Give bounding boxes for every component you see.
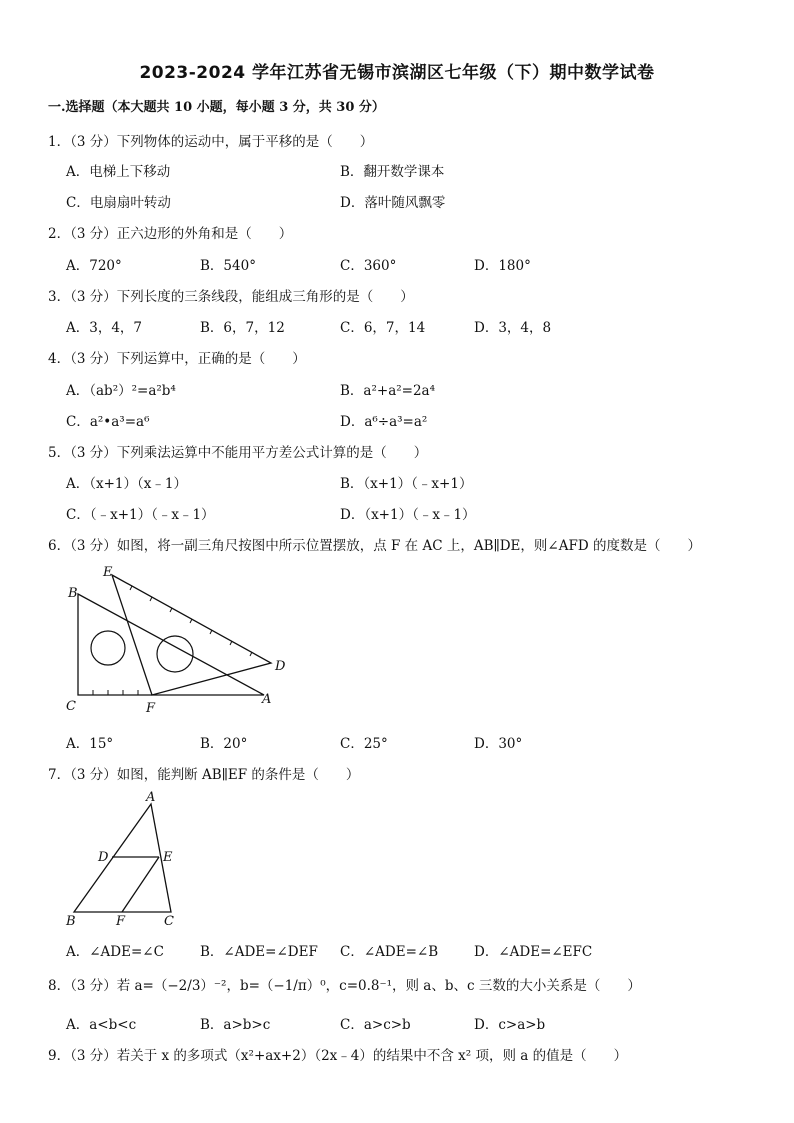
q3-option-b[interactable]: B．6，7，12 [200, 320, 285, 336]
q4-option-a[interactable]: A．（ab²）²=a²b⁴ [66, 383, 176, 399]
q7-option-d[interactable]: D．∠ADE=∠EFC [474, 944, 593, 960]
set-square-hole-left [91, 631, 125, 665]
q6-option-b[interactable]: B．20° [200, 736, 248, 752]
q5-option-a[interactable]: A．（x+1）（x﹣1） [66, 476, 187, 492]
label-e: E [103, 565, 113, 580]
q5-option-c[interactable]: C．（﹣x+1）（﹣x﹣1） [66, 507, 215, 523]
q7-option-c[interactable]: C．∠ADE=∠B [340, 944, 439, 960]
q1-option-c[interactable]: C．电扇扇叶转动 [66, 195, 171, 211]
q7-option-a[interactable]: A．∠ADE=∠C [66, 944, 164, 960]
q8-option-c[interactable]: C．a>c>b [340, 1017, 411, 1033]
question-6: 6．（3 分）如图，将一副三角尺按图中所示位置摆放，点 F 在 AC 上，AB∥DE，则∠AFD 的度数是（ ） [48, 538, 701, 554]
q2-option-b[interactable]: B．540° [200, 258, 256, 274]
page-title: 2023-2024 学年江苏省无锡市滨湖区七年级（下）期中数学试卷 [139, 63, 655, 83]
label-e: E [163, 850, 173, 865]
q4-option-d[interactable]: D．a⁶÷a³=a² [340, 414, 428, 430]
segment-ef [122, 857, 159, 912]
question-7: 7．（3 分）如图，能判断 AB∥EF 的条件是（ ） [48, 767, 360, 783]
q6-option-d[interactable]: D．30° [474, 736, 523, 752]
q2-option-d[interactable]: D．180° [474, 258, 531, 274]
q4-option-b[interactable]: B．a²+a²=2a⁴ [340, 383, 436, 399]
q2-option-a[interactable]: A．720° [66, 258, 122, 274]
question-8: 8．（3 分）若 a=（−2/3）⁻²，b=（−1/π）⁰，c=0.8⁻¹，则 a、b、c 三数的大小关系是（ ） [48, 978, 641, 994]
set-square-ticks [93, 690, 138, 695]
q5-option-b[interactable]: B．（x+1）（﹣x+1） [340, 476, 473, 492]
label-a: A [146, 790, 156, 805]
question-1: 1．（3 分）下列物体的运动中，属于平移的是（ ） [48, 134, 374, 150]
q2-option-c[interactable]: C．360° [340, 258, 397, 274]
q3-option-a[interactable]: A．3，4，7 [66, 320, 143, 336]
label-d: D [275, 659, 286, 674]
label-f: F [116, 914, 126, 929]
label-f: F [146, 701, 156, 716]
q4-option-c[interactable]: C．a²•a³=a⁶ [66, 414, 150, 430]
question-4: 4．（3 分）下列运算中，正确的是（ ） [48, 351, 306, 367]
label-b: B [66, 914, 76, 929]
q6-option-c[interactable]: C．25° [340, 736, 388, 752]
question-3: 3．（3 分）下列长度的三条线段，能组成三角形的是（ ） [48, 289, 414, 305]
q3-option-c[interactable]: C．6，7，14 [340, 320, 426, 336]
label-b: B [68, 586, 78, 601]
label-d: D [98, 850, 109, 865]
q8-option-a[interactable]: A．a<b<c [66, 1017, 137, 1033]
q6-triangle-figure [56, 562, 296, 720]
label-a: A [262, 692, 272, 707]
q3-option-d[interactable]: D．3，4，8 [474, 320, 552, 336]
q7-triangle-figure [60, 788, 190, 930]
set-square-efd [112, 575, 271, 695]
q7-option-b[interactable]: B．∠ADE=∠DEF [200, 944, 318, 960]
label-c: C [164, 914, 174, 929]
q5-option-d[interactable]: D．（x+1）（﹣x﹣1） [340, 507, 476, 523]
q6-option-a[interactable]: A．15° [66, 736, 114, 752]
question-2: 2．（3 分）正六边形的外角和是（ ） [48, 226, 293, 242]
q1-option-a[interactable]: A．电梯上下移动 [66, 164, 171, 180]
question-9: 9．（3 分）若关于 x 的多项式（x²+ax+2）（2x﹣4）的结果中不含 x² 项，则 a 的值是（ ） [48, 1048, 628, 1064]
q1-option-b[interactable]: B．翻开数学课本 [340, 164, 445, 180]
q8-option-b[interactable]: B．a>b>c [200, 1017, 271, 1033]
section-heading: 一.选择题（本大题共 10 小题，每小题 3 分，共 30 分） [48, 100, 385, 115]
label-c: C [66, 699, 76, 714]
triangle-abc [74, 804, 171, 912]
q8-option-d[interactable]: D．c>a>b [474, 1017, 546, 1033]
question-5: 5．（3 分）下列乘法运算中不能用平方差公式计算的是（ ） [48, 445, 428, 461]
q1-option-d[interactable]: D．落叶随风飘零 [340, 195, 446, 211]
